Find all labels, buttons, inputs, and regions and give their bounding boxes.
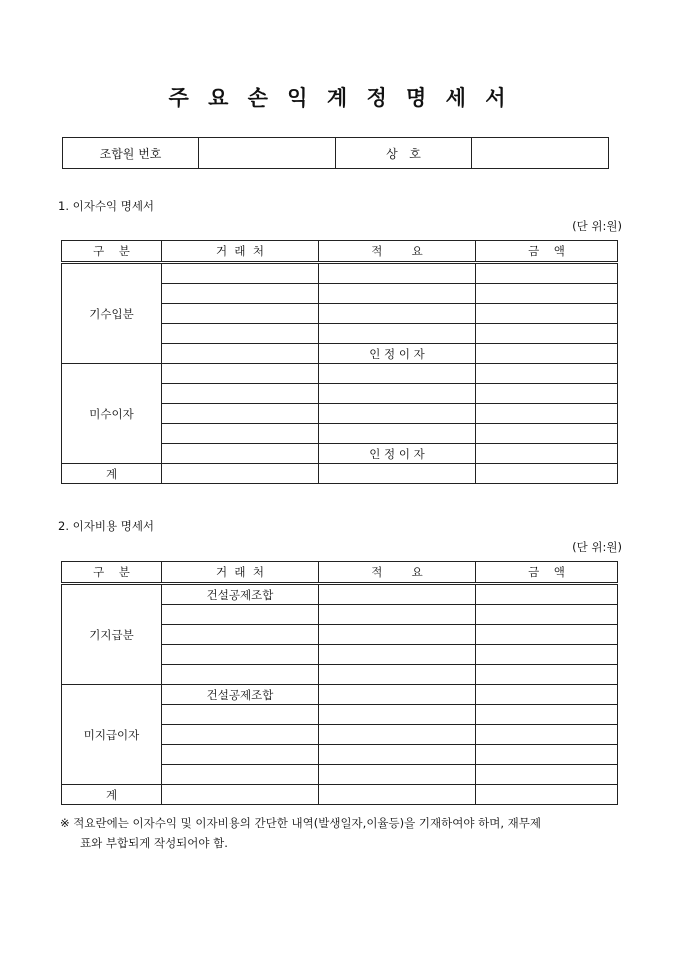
cell[interactable] bbox=[319, 364, 476, 384]
cell[interactable] bbox=[162, 745, 319, 765]
cell[interactable] bbox=[319, 584, 476, 605]
cell[interactable] bbox=[476, 384, 618, 404]
cell[interactable] bbox=[162, 645, 319, 665]
cell[interactable] bbox=[319, 725, 476, 745]
cell[interactable] bbox=[476, 464, 618, 484]
cell[interactable] bbox=[476, 304, 618, 324]
col-partner: 거 래 처 bbox=[162, 241, 319, 263]
trade-name-field[interactable] bbox=[472, 138, 609, 169]
cell[interactable] bbox=[319, 263, 476, 284]
cell[interactable] bbox=[162, 424, 319, 444]
cell[interactable] bbox=[476, 344, 618, 364]
cell[interactable] bbox=[162, 344, 319, 364]
member-info-table bbox=[62, 137, 609, 169]
col-amount: 금 액 bbox=[476, 562, 618, 584]
cell[interactable] bbox=[319, 705, 476, 725]
cell[interactable] bbox=[319, 464, 476, 484]
total-label: 계 bbox=[62, 785, 162, 805]
cell[interactable] bbox=[162, 263, 319, 284]
cell[interactable] bbox=[162, 404, 319, 424]
partner-1: 건설공제조합 bbox=[162, 584, 319, 605]
partner-2: 건설공제조합 bbox=[162, 685, 319, 705]
col-description: 적 요 bbox=[319, 241, 476, 263]
col-description: 적 요 bbox=[319, 562, 476, 584]
interest-expense-table bbox=[61, 561, 618, 805]
footnote-line2: 표와 부합되게 작성되어야 함. bbox=[80, 836, 228, 850]
section2-heading: 2. 이자비용 명세서 bbox=[58, 519, 155, 533]
cell[interactable] bbox=[476, 645, 618, 665]
cell[interactable] bbox=[476, 263, 618, 284]
cell[interactable] bbox=[162, 324, 319, 344]
cell[interactable] bbox=[162, 464, 319, 484]
section1-heading: 1. 이자수익 명세서 bbox=[58, 199, 155, 213]
cell[interactable] bbox=[162, 705, 319, 725]
cell[interactable] bbox=[319, 404, 476, 424]
interest-income-table bbox=[61, 240, 618, 484]
cell[interactable] bbox=[319, 605, 476, 625]
cell[interactable] bbox=[319, 304, 476, 324]
cell[interactable] bbox=[476, 765, 618, 785]
member-no-label: 조합원 번호 bbox=[63, 138, 199, 169]
cell[interactable] bbox=[476, 444, 618, 464]
cell[interactable] bbox=[319, 765, 476, 785]
cell[interactable] bbox=[476, 725, 618, 745]
group-accrued: 미수이자 bbox=[62, 364, 162, 464]
cell[interactable] bbox=[162, 665, 319, 685]
cell[interactable] bbox=[319, 284, 476, 304]
cell[interactable] bbox=[476, 685, 618, 705]
col-category: 구 분 bbox=[62, 562, 162, 584]
cell[interactable] bbox=[319, 384, 476, 404]
col-partner: 거 래 처 bbox=[162, 562, 319, 584]
cell[interactable] bbox=[162, 284, 319, 304]
col-amount: 금 액 bbox=[476, 241, 618, 263]
cell[interactable] bbox=[319, 665, 476, 685]
recognized-interest-2: 인 정 이 자 bbox=[319, 444, 476, 464]
cell[interactable] bbox=[319, 785, 476, 805]
trade-name-label: 상 호 bbox=[336, 138, 472, 169]
cell[interactable] bbox=[162, 605, 319, 625]
cell[interactable] bbox=[319, 424, 476, 444]
cell[interactable] bbox=[319, 745, 476, 765]
cell[interactable] bbox=[476, 605, 618, 625]
cell[interactable] bbox=[476, 584, 618, 605]
page-title: 주 요 손 익 계 정 명 세 서 bbox=[168, 85, 512, 110]
cell[interactable] bbox=[476, 785, 618, 805]
group-unpaid: 미지급이자 bbox=[62, 685, 162, 785]
cell[interactable] bbox=[319, 645, 476, 665]
total-label: 계 bbox=[62, 464, 162, 484]
cell[interactable] bbox=[476, 284, 618, 304]
section1-unit: (단 위:원) bbox=[572, 219, 622, 233]
col-category: 구 분 bbox=[62, 241, 162, 263]
cell[interactable] bbox=[162, 725, 319, 745]
cell[interactable] bbox=[476, 745, 618, 765]
section2-unit: (단 위:원) bbox=[572, 540, 622, 554]
cell[interactable] bbox=[476, 625, 618, 645]
group-paid: 기지급분 bbox=[62, 584, 162, 685]
member-no-field[interactable] bbox=[199, 138, 336, 169]
cell[interactable] bbox=[162, 765, 319, 785]
cell[interactable] bbox=[319, 625, 476, 645]
cell[interactable] bbox=[162, 444, 319, 464]
cell[interactable] bbox=[162, 785, 319, 805]
group-received: 기수입분 bbox=[62, 263, 162, 364]
cell[interactable] bbox=[162, 384, 319, 404]
cell[interactable] bbox=[476, 705, 618, 725]
cell[interactable] bbox=[162, 304, 319, 324]
recognized-interest-1: 인 정 이 자 bbox=[319, 344, 476, 364]
footnote bbox=[60, 813, 620, 853]
footnote-line1: ※ 적요란에는 이자수익 및 이자비용의 간단한 내역(발생일자,이율등)을 기재하여야 하며, 재무제 bbox=[60, 816, 541, 830]
cell[interactable] bbox=[162, 364, 319, 384]
cell[interactable] bbox=[476, 665, 618, 685]
cell[interactable] bbox=[476, 364, 618, 384]
cell[interactable] bbox=[476, 424, 618, 444]
cell[interactable] bbox=[162, 625, 319, 645]
cell[interactable] bbox=[319, 324, 476, 344]
cell[interactable] bbox=[319, 685, 476, 705]
cell[interactable] bbox=[476, 324, 618, 344]
cell[interactable] bbox=[476, 404, 618, 424]
